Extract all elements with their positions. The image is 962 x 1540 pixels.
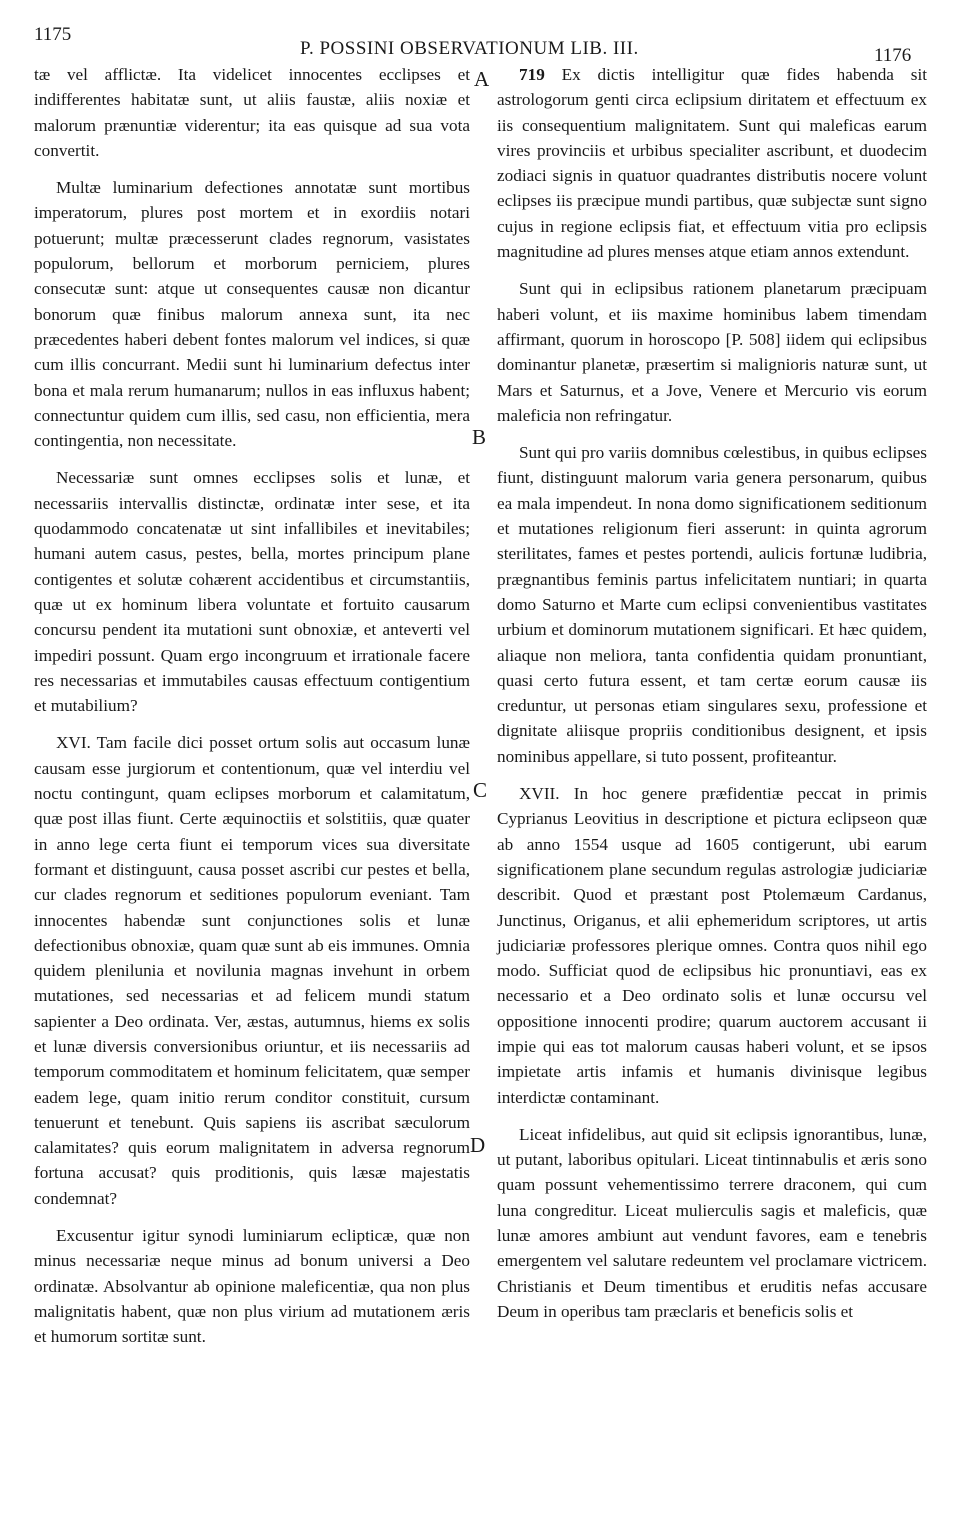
paragraph-number: 719	[519, 65, 545, 84]
margin-letter-d: D	[470, 1133, 486, 1157]
paragraph-section-xvii: XVII. In hoc genere præfidentiæ peccat in primis Cyprianus Leovitius in descriptione et pictura eclipseon quæ ab anno 1554 usque ad 1605 contigerunt, ubi earum significationem plane secundum regulas astrologiæ judiciariæ describit. Quod et præstant post Ptolemæum Cardanus, Junctinus, Origanus, et alii ephemeridum scriptores, ut artis judiciariæ professores plerique omnes. Contra quos nihil ego modo. Sufficiat quod de eclipsibus hic pronuntiavi, eas ex necessario et a Deo ordinato solis et lunæ occursu vel oppositione innocenti prodire; quarum auctorem accusant ii impie qui eas tot malorum causas haberi volunt, et se ipsos impietate artis infamis et humanis divinisque legibus interdictæ contaminant.	[497, 784, 927, 1107]
paragraph: tæ vel afflictæ. Ita videlicet innocentes ecclipses et indifferentes habitatæ sunt, ut aliis faustæ, aliis noxiæ et malorum prænuntiæ viderentur; ita eas quisque ad sua vota convertit.	[34, 65, 470, 160]
paragraph: Sunt qui in eclipsibus rationem planetarum præcipuam haberi volunt, et iis maxime hominibus labem timendam affirmant, quorum in horoscopo [P. 508] iidem qui eclipsibus dominantur planetæ, præsertim si malignioris naturæ sunt, ut Mars et Saturnus, et a Jove, Venere et Mercurio vis eorum maleficia non refringatur.	[497, 279, 927, 425]
page-number-right: 1176	[874, 45, 912, 66]
paragraph-719	[497, 62, 927, 264]
paragraph-text: Ex dictis intelligitur quæ fides habenda sit astrologorum genti circa eclipsium diritatem et effectuum ex iis consequentium malignitatem. Sunt qui maleficas earum vires provinciis et urbibus specialiter ascribunt, et duodecim zodiaci signis in quatuor quadrantes distributis nocere volunt eclipses iis præcipue mundi partibus, quæ subjectæ sunt signo cujus in regione eclipsis fiat, et effectuum vitia pro eclipsis magnitudine ad plures menses atque etiam annos extendunt.	[497, 65, 928, 262]
paragraph: Liceat infidelibus, aut quid sit eclipsis ignorantibus, lunæ, ut putant, laboribus opitulari. Liceat tintinnabulis et æris sono quam possunt vehementissimo terrere draconem, qui cum luna congreditur. Liceat mulierculis sagis et maleficis, quæ lunæ amores ambiunt aut vendunt favores, eam e tenebris emergentem vel salutare redeuntem vel proclamare victricem. Christianis et Deum timentibus et eruditis nefas accusare Deum in operibus tam præclaris et beneficis solis et	[497, 1124, 927, 1321]
paragraph: Sunt qui pro variis domnibus cœlestibus, in quibus eclipses fiunt, distinguunt malorum varia genera personarum, quibus ea mala impendeut. In nona domo significationem seditionum et mutationes religionum fieri asserunt: in quinta agrorum sterilitates, fames et pestes portendi, aulicis fortunæ ludibria, prægnantibus feminis partus infelicitatem nuntiari; in quarta domo Saturno et Marte cum eclipsi convenientibus vastitates urbium et dominorum mutationem significari. Et hæc quidem, aliaque non meliora, tanta confidentia quidam pronuntiant, quasi certo futura essent, et tam certæ eorum causæ iis creduntur, ut personas etiam singulares sexu, professione et dignitate aliisque propriis conditionibus designent, et ipsis nominibus appellare, si tuto possent, profiteantur.	[497, 443, 927, 766]
margin-letter-a: A	[474, 67, 490, 91]
page-number-left: 1175	[34, 24, 72, 45]
paragraph-section-xvi: XVI. Tam facile dici posset ortum solis aut occasum lunæ causam esse jurgiorum et contentionum, quæ vel interdiu vel noctu contingunt, quam eclipses morborum et calamitatum, quæ post illas fiunt. Certe æquinoctiis et solstitiis, quæ quater in anno lege certa fiunt ei temporum vices sua diversitate formant et distinguunt, causa posset ascribi cur pestes et bella, cur clades regnorum et seditiones populorum eveniant. Tam innocentes habendæ sunt conjunctiones solis et lunæ defectionibus obnoxiæ, quam quæ sunt ab eis immunes. Omnia quidem plenilunia et novilunia magnas invehunt in orbem mutationes, sed necessarias et ad felicem mundi statum sapienter a Deo ordinata. Ver, æstas, autumnus, hiems ex solis et lunæ diversis conversionibus oriuntur, et iis necessariis ad temporum commoditatem et hominum felicitatem, quæ semper eadem lege, quam initio rerum conditor constituit, cursum tenuerunt et tenebunt. Quis sapiens iis ascribat sæculorum calamitates? quis eorum malignitatem in adversa regnorum fortuna accusat? quis proditionis, quis læsæ majestatis condemnat?	[34, 733, 470, 1208]
left-column	[34, 62, 470, 1362]
paragraph: Multæ luminarium defectiones annotatæ sunt mortibus imperatorum, plures post mortem et in exordiis notari potuerunt; multæ præcesserunt clades regnorum, vasistates populorum, bellorum et morborum perniciem, plures consecutæ sunt: atque ut consequentes causæ non dicantur bonorum quæ finibus malorum annexa sunt, ita nec præcedentes haberi debent fontes malorum vel indices, si quæ cum illis concurrant. Medii sunt hi luminarium defectus inter bona et mala rerum humanarum; nullos in eas influxus habent; connectuntur quidem cum illis, sed casu, non efficientia, mera contingentia, non necessitate.	[34, 178, 470, 451]
paragraph: Necessariæ sunt omnes ecclipses solis et lunæ, et necessariis intervallis distinctæ, ordinatæ inter sese, et ita quodammodo concatenatæ ut sint infallibiles et inevitabiles; humani autem casus, pestes, bella, mortes principum plane contigentes et solutæ cohærent accidentibus et circumstantiis, quæ ut ex hominum libera voluntate et fortuito causarum concursu pendent ita mutationi sunt obnoxiæ, et anteverti vel impediri possunt. Quam ergo incongruum et irrationale facere res necessarias et immutabiles causas effectuum contigentium et mutabilium?	[34, 468, 470, 716]
running-title: P. POSSINI OBSERVATIONUM LIB. III.	[300, 38, 639, 59]
margin-letter-b: B	[472, 425, 487, 449]
right-column	[497, 62, 927, 1336]
margin-letter-c: C	[473, 778, 488, 802]
paragraph: Excusentur igitur synodi luminiarum eclipticæ, quæ non minus necessariæ neque minus ad bonum universi a Deo ordinatæ. Absolvantur ab opinione maleficentiæ, qua non plus malignitatis habent, quæ non plus virium ad mutationem æris et humorum sortitæ sunt.	[34, 1226, 470, 1347]
